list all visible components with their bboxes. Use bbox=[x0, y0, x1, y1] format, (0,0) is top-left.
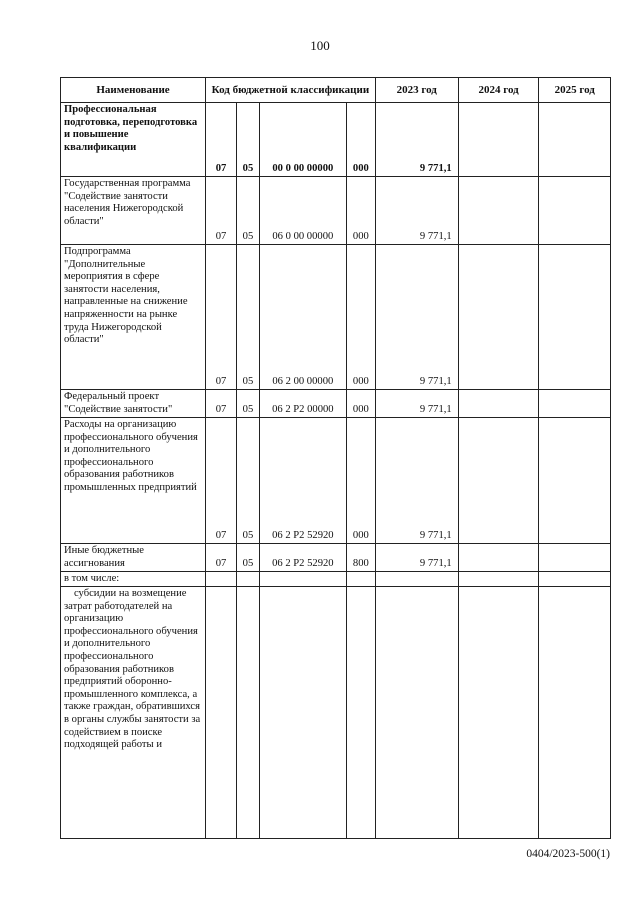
row-name: в том числе: bbox=[61, 572, 206, 587]
row-amount-2025 bbox=[539, 418, 611, 544]
row-name: Расходы на организацию профессионального обучения и дополнительного профессионального образования работников промышленных предприятий bbox=[61, 418, 206, 544]
header-2025: 2025 год bbox=[539, 78, 611, 103]
row-name: Иные бюджетные ассигнования bbox=[61, 544, 206, 572]
row-expense-type-code: 800 bbox=[346, 544, 375, 572]
row-expense-type-code: 000 bbox=[346, 418, 375, 544]
header-code: Код бюджетной классификации bbox=[206, 78, 376, 103]
row-name: Подпрограмма "Дополнительные мероприятия в сфере занятости населения, направленные на снижение напряженности на рынке труда Нижегородской области" bbox=[61, 245, 206, 390]
row-amount-2025 bbox=[539, 587, 611, 839]
row-amount-2024 bbox=[458, 103, 539, 177]
row-name: Федеральный проект "Содействие занятости" bbox=[61, 390, 206, 418]
table-row bbox=[61, 245, 611, 390]
row-target-article-code: 00 0 00 00000 bbox=[259, 103, 346, 177]
header-2023: 2023 год bbox=[375, 78, 458, 103]
row-subsection-code: 05 bbox=[237, 418, 260, 544]
row-section-code bbox=[206, 587, 237, 839]
row-section-code: 07 bbox=[206, 390, 237, 418]
row-amount-2023 bbox=[375, 587, 458, 839]
table-row bbox=[61, 103, 611, 177]
row-name: Государственная программа "Содействие занятости населения Нижегородской области" bbox=[61, 177, 206, 245]
table-row bbox=[61, 177, 611, 245]
row-amount-2024 bbox=[458, 418, 539, 544]
row-target-article-code: 06 0 00 00000 bbox=[259, 177, 346, 245]
row-section-code: 07 bbox=[206, 544, 237, 572]
table-row bbox=[61, 587, 611, 839]
row-expense-type-code: 000 bbox=[346, 103, 375, 177]
row-subsection-code bbox=[237, 572, 260, 587]
row-section-code: 07 bbox=[206, 245, 237, 390]
table-row bbox=[61, 390, 611, 418]
row-amount-2024 bbox=[458, 587, 539, 839]
row-subsection-code: 05 bbox=[237, 103, 260, 177]
row-target-article-code: 06 2 P2 52920 bbox=[259, 418, 346, 544]
row-expense-type-code: 000 bbox=[346, 177, 375, 245]
row-amount-2025 bbox=[539, 245, 611, 390]
row-amount-2025 bbox=[539, 544, 611, 572]
row-subsection-code: 05 bbox=[237, 390, 260, 418]
row-amount-2023 bbox=[375, 572, 458, 587]
row-amount-2023: 9 771,1 bbox=[375, 544, 458, 572]
row-expense-type-code bbox=[346, 572, 375, 587]
header-2024: 2024 год bbox=[458, 78, 539, 103]
row-subsection-code: 05 bbox=[237, 544, 260, 572]
row-subsection-code: 05 bbox=[237, 245, 260, 390]
row-amount-2025 bbox=[539, 103, 611, 177]
row-amount-2024 bbox=[458, 544, 539, 572]
row-subsection-code: 05 bbox=[237, 177, 260, 245]
row-amount-2024 bbox=[458, 245, 539, 390]
row-amount-2024 bbox=[458, 177, 539, 245]
footer-document-code: 0404/2023-500(1) bbox=[526, 848, 610, 860]
row-target-article-code: 06 2 P2 52920 bbox=[259, 544, 346, 572]
row-section-code: 07 bbox=[206, 418, 237, 544]
row-amount-2023: 9 771,1 bbox=[375, 245, 458, 390]
row-amount-2025 bbox=[539, 390, 611, 418]
row-target-article-code: 06 2 00 00000 bbox=[259, 245, 346, 390]
row-amount-2025 bbox=[539, 572, 611, 587]
row-name: субсидии на возмещение затрат работодателей на организацию профессионального обучения и дополнительного профессионального образования работников предприятий оборонно-промышленного комплекса, а также граждан, обратившихся в органы службы занятости за содействием в поиске подходящей работы и bbox=[61, 587, 206, 839]
row-section-code: 07 bbox=[206, 103, 237, 177]
table-header-row bbox=[61, 78, 611, 103]
budget-table bbox=[60, 77, 611, 839]
row-expense-type-code: 000 bbox=[346, 390, 375, 418]
page-number: 100 bbox=[310, 38, 330, 53]
row-amount-2023: 9 771,1 bbox=[375, 418, 458, 544]
row-amount-2024 bbox=[458, 390, 539, 418]
header-name: Наименование bbox=[61, 78, 206, 103]
table-row bbox=[61, 572, 611, 587]
row-target-article-code bbox=[259, 572, 346, 587]
row-section-code bbox=[206, 572, 237, 587]
row-expense-type-code: 000 bbox=[346, 245, 375, 390]
row-amount-2023: 9 771,1 bbox=[375, 177, 458, 245]
row-name: Профессиональная подготовка, переподготовка и повышение квалификации bbox=[61, 103, 206, 177]
row-amount-2024 bbox=[458, 572, 539, 587]
row-expense-type-code bbox=[346, 587, 375, 839]
row-amount-2023: 9 771,1 bbox=[375, 103, 458, 177]
row-target-article-code bbox=[259, 587, 346, 839]
row-target-article-code: 06 2 P2 00000 bbox=[259, 390, 346, 418]
row-subsection-code bbox=[237, 587, 260, 839]
table-row bbox=[61, 544, 611, 572]
table-row bbox=[61, 418, 611, 544]
row-amount-2025 bbox=[539, 177, 611, 245]
row-amount-2023: 9 771,1 bbox=[375, 390, 458, 418]
row-section-code: 07 bbox=[206, 177, 237, 245]
